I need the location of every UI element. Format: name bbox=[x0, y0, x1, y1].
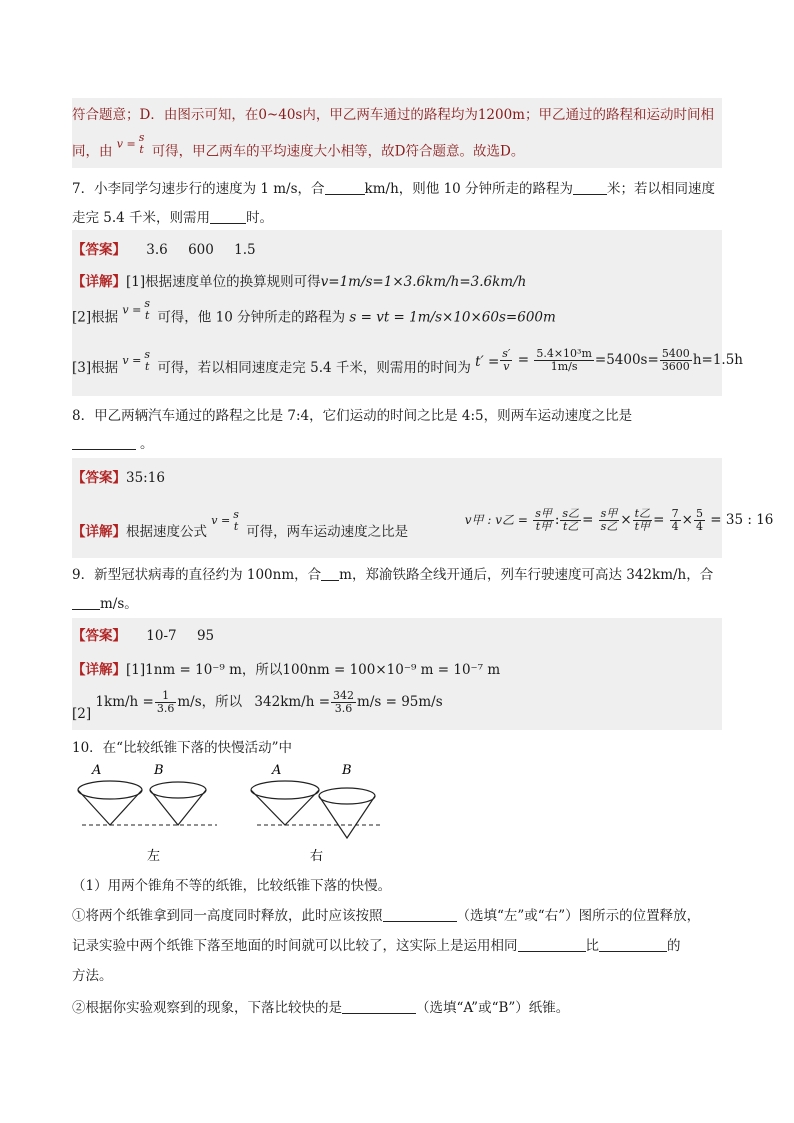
q7-detail-2: [2]根据 v = s t 可得，他 10 分钟所走的路程为 s = vt = 1m/s×10×60s=600m bbox=[72, 297, 556, 326]
q9-detail-2: [2] 1km/h = $\frac{1}{3.6}$ m/s，所以 342km/h = $\frac{342}{3.6}$ m/s = 95m/s bbox=[72, 689, 443, 722]
cone-right-b bbox=[319, 788, 375, 838]
q7-answer: 【答案】 3.6 600 1.5 bbox=[72, 242, 256, 258]
q8-detail: 【详解】根据速度公式 v = s t 可得，两车运动速度之比是 v甲 : v乙 = $\frac{\text{s甲}}{\text{t甲}}$ : $\frac{\text{s乙}}{\text{t乙}}$ = $\frac{\text{s甲}}{\text{s乙}}$ × $\frac{\text{t乙}}{\text{t甲}}$ = $\frac{7}{4}$ × $\frac{5}{4}$ = 35 : 16 bbox=[72, 507, 774, 540]
question-8: 8．甲乙两辆汽车通过的路程之比是 7:4，它们运动的时间之比是 4:5，则两车运动速度之比是 。 bbox=[72, 408, 633, 452]
q7-detail-3: [3]根据 v = s t 可得，若以相同速度走完 5.4 千米，则需用的时间为 t′ = $\frac{s'}{v}$ = $\frac{\text{5.4×10³m}}{1m/s}$ =5400s= $\frac{5400}{3600}$ h=1.5h bbox=[72, 347, 743, 376]
cone-left-a bbox=[78, 781, 142, 825]
cone-figure bbox=[72, 760, 392, 870]
fig-caption-left: 左 bbox=[147, 849, 161, 864]
question-9: 9．新型冠状病毒的直径约为 100nm，合 m，郑渝铁路全线开通后，列车行驶速度可高达 342km/h，合 m/s。 bbox=[72, 567, 714, 612]
q9-answer-block bbox=[72, 618, 722, 730]
fig-label-right-b: B bbox=[342, 763, 352, 778]
q6-formula: s t bbox=[138, 131, 145, 156]
fig-caption-right: 右 bbox=[310, 849, 324, 864]
fig-label-right-a: A bbox=[272, 763, 282, 778]
q6-line1: 符合题意；D．由图示可知，在0~40s内，甲乙两车通过的路程均为1200m；甲乙通过的路程和运动时间相 bbox=[72, 107, 714, 123]
q9-detail-1: 【详解】[1]1nm = 10⁻⁹ m，所以100nm = 100×10⁻⁹ m = 10⁻⁷ m bbox=[72, 662, 501, 678]
q8-answer-block bbox=[72, 458, 774, 558]
cone-left-b bbox=[150, 782, 206, 825]
fig-label-left-a: A bbox=[92, 763, 102, 778]
q7-answer-block bbox=[72, 230, 743, 396]
question-10: 10．在“比较纸锥下落的快慢活动”中 A B 左 A B 右 （1）用两个锥角不等的纸锥，比较纸锥下落的快慢。 ①将两个纸锥拿到同一高度同时释放，此时应该按照 （选填“左”或“右”）图所示的位置释放， 记录实验中两个纸锥下落至地面的时间就可以比较了，这实际上是运用相同 比 的 方法。 ②根据你实验观察到的现象，下落比较快的是 （选填“A”或“B”）纸锥。 bbox=[72, 740, 701, 1016]
cone-right-a bbox=[251, 781, 319, 825]
q6-explanation-block bbox=[72, 98, 722, 168]
q8-answer: 【答案】35:16 bbox=[72, 470, 165, 486]
q9-answer: 【答案】 10-7 95 bbox=[72, 628, 215, 644]
q6-line2: 同，由 v = s t 可得，甲乙两车的平均速度大小相等，故D符合题意。故选D。 bbox=[72, 131, 525, 160]
fig-label-left-b: B bbox=[154, 763, 164, 778]
q7-detail-1: 【详解】[1]根据速度单位的换算规则可得v=1m/s=1×3.6km/h=3.6km/h bbox=[72, 274, 527, 290]
q10-part1: （1）用两个锥角不等的纸锥，比较纸锥下落的快慢。 bbox=[72, 878, 392, 894]
question-7: 7．小李同学匀速步行的速度为 1 m/s，合 km/h，则他 10 分钟所走的路程为 米；若以相同速度 走完 5.4 千米，则需用 时。 bbox=[72, 181, 716, 226]
